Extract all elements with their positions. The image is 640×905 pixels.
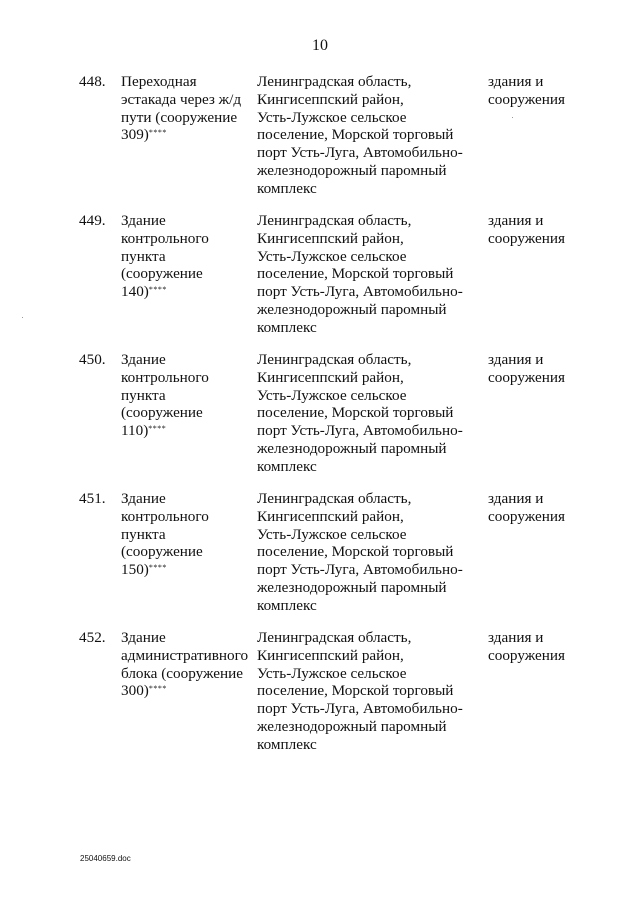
name-line: контрольного bbox=[121, 229, 209, 247]
name-line-text: 300) bbox=[121, 682, 149, 700]
type-line: сооружения bbox=[488, 507, 565, 525]
entry-type bbox=[488, 351, 584, 387]
entry-number: 450. bbox=[79, 351, 106, 368]
address-line: Кингисеппский район, bbox=[257, 229, 404, 247]
entry-number: 449. bbox=[79, 212, 106, 229]
address-line: поселение, Морской торговый bbox=[257, 126, 454, 144]
entry-address bbox=[257, 490, 469, 615]
address-line: комплекс bbox=[257, 179, 317, 197]
entry-number: 448. bbox=[79, 73, 106, 90]
name-line: пути (сооружение bbox=[121, 108, 238, 126]
footnote-mark: **** bbox=[148, 128, 167, 138]
entry-address bbox=[257, 629, 469, 754]
address-line: порт Усть-Луга, Автомобильно- bbox=[257, 422, 463, 440]
address-line: поселение, Морской торговый bbox=[257, 404, 454, 422]
type-line: сооружения bbox=[488, 229, 565, 247]
name-line: контрольного bbox=[121, 368, 209, 386]
type-line: сооружения bbox=[488, 646, 565, 664]
entry-name bbox=[121, 629, 251, 700]
type-line: здания и bbox=[488, 73, 544, 90]
address-line: Ленинградская область, bbox=[257, 490, 412, 507]
entry-name bbox=[121, 212, 251, 301]
list-item bbox=[0, 629, 640, 768]
address-line: Ленинградская область, bbox=[257, 351, 412, 368]
address-line: комплекс bbox=[257, 596, 317, 614]
entry-type bbox=[488, 629, 584, 665]
name-line-last bbox=[121, 283, 251, 301]
list-item bbox=[0, 351, 640, 490]
address-line: порт Усть-Луга, Автомобильно- bbox=[257, 700, 463, 718]
name-line: блока (сооружение bbox=[121, 664, 244, 682]
scan-speck bbox=[512, 117, 513, 118]
type-line: сооружения bbox=[488, 90, 565, 108]
address-line: Кингисеппский район, bbox=[257, 90, 404, 108]
name-line: Здание bbox=[121, 490, 166, 507]
type-line: сооружения bbox=[488, 368, 565, 386]
address-line: Усть-Лужское сельское bbox=[257, 664, 407, 682]
address-line: порт Усть-Луга, Автомобильно- bbox=[257, 144, 463, 162]
footnote-mark: **** bbox=[148, 563, 167, 573]
list-item bbox=[0, 73, 640, 212]
type-line: здания и bbox=[488, 490, 544, 507]
name-line: Переходная bbox=[121, 73, 197, 90]
name-line-text: 150) bbox=[121, 561, 149, 579]
entry-address bbox=[257, 73, 469, 198]
document-filename: 25040659.doc bbox=[80, 854, 131, 863]
address-line: Кингисеппский район, bbox=[257, 507, 404, 525]
name-line-last bbox=[121, 561, 251, 579]
name-line: (сооружение bbox=[121, 404, 203, 422]
address-line: Усть-Лужское сельское bbox=[257, 108, 407, 126]
name-line: эстакада через ж/д bbox=[121, 90, 242, 108]
entry-type bbox=[488, 212, 584, 248]
name-line-text: 110) bbox=[121, 422, 149, 440]
name-line: (сооружение bbox=[121, 265, 203, 283]
address-line: Ленинградская область, bbox=[257, 73, 412, 90]
address-line: комплекс bbox=[257, 457, 317, 475]
name-line: (сооружение bbox=[121, 543, 203, 561]
address-line: Усть-Лужское сельское bbox=[257, 386, 407, 404]
address-line: комплекс bbox=[257, 735, 317, 753]
list-item bbox=[0, 212, 640, 351]
name-line: пункта bbox=[121, 525, 166, 543]
type-line: здания и bbox=[488, 351, 544, 368]
address-line: Ленинградская область, bbox=[257, 629, 412, 646]
name-line: Здание bbox=[121, 212, 166, 229]
address-line: железнодорожный паромный bbox=[257, 161, 447, 179]
entry-name bbox=[121, 351, 251, 440]
address-line: порт Усть-Луга, Автомобильно- bbox=[257, 561, 463, 579]
name-line-last bbox=[121, 126, 251, 144]
footnote-mark: **** bbox=[148, 684, 167, 694]
entry-name bbox=[121, 490, 251, 579]
name-line: пункта bbox=[121, 247, 166, 265]
entries-list bbox=[0, 73, 640, 768]
address-line: комплекс bbox=[257, 318, 317, 336]
name-line: административного bbox=[121, 646, 249, 664]
name-line-last bbox=[121, 682, 251, 700]
type-line: здания и bbox=[488, 212, 544, 229]
name-line: Здание bbox=[121, 351, 166, 368]
address-line: поселение, Морской торговый bbox=[257, 543, 454, 561]
address-line: порт Усть-Луга, Автомобильно- bbox=[257, 283, 463, 301]
entry-number: 452. bbox=[79, 629, 106, 646]
address-line: железнодорожный паромный bbox=[257, 439, 447, 457]
entry-address bbox=[257, 351, 469, 476]
address-line: поселение, Морской торговый bbox=[257, 265, 454, 283]
name-line: пункта bbox=[121, 386, 166, 404]
entry-name bbox=[121, 73, 251, 144]
address-line: железнодорожный паромный bbox=[257, 300, 447, 318]
address-line: Ленинградская область, bbox=[257, 212, 412, 229]
name-line-text: 309) bbox=[121, 126, 149, 144]
address-line: железнодорожный паромный bbox=[257, 717, 447, 735]
entry-number: 451. bbox=[79, 490, 106, 507]
name-line: Здание bbox=[121, 629, 166, 646]
entry-type bbox=[488, 73, 584, 109]
list-item bbox=[0, 490, 640, 629]
name-line-text: 140) bbox=[121, 283, 149, 301]
footnote-mark: **** bbox=[148, 424, 167, 434]
name-line-last bbox=[121, 422, 251, 440]
entry-type bbox=[488, 490, 584, 526]
entry-address bbox=[257, 212, 469, 337]
address-line: Кингисеппский район, bbox=[257, 368, 404, 386]
address-line: поселение, Морской торговый bbox=[257, 682, 454, 700]
footnote-mark: **** bbox=[148, 285, 167, 295]
type-line: здания и bbox=[488, 629, 544, 646]
address-line: Усть-Лужское сельское bbox=[257, 525, 407, 543]
address-line: железнодорожный паромный bbox=[257, 578, 447, 596]
scan-speck bbox=[22, 317, 23, 318]
address-line: Усть-Лужское сельское bbox=[257, 247, 407, 265]
page-number: 10 bbox=[312, 37, 328, 54]
name-line: контрольного bbox=[121, 507, 209, 525]
address-line: Кингисеппский район, bbox=[257, 646, 404, 664]
